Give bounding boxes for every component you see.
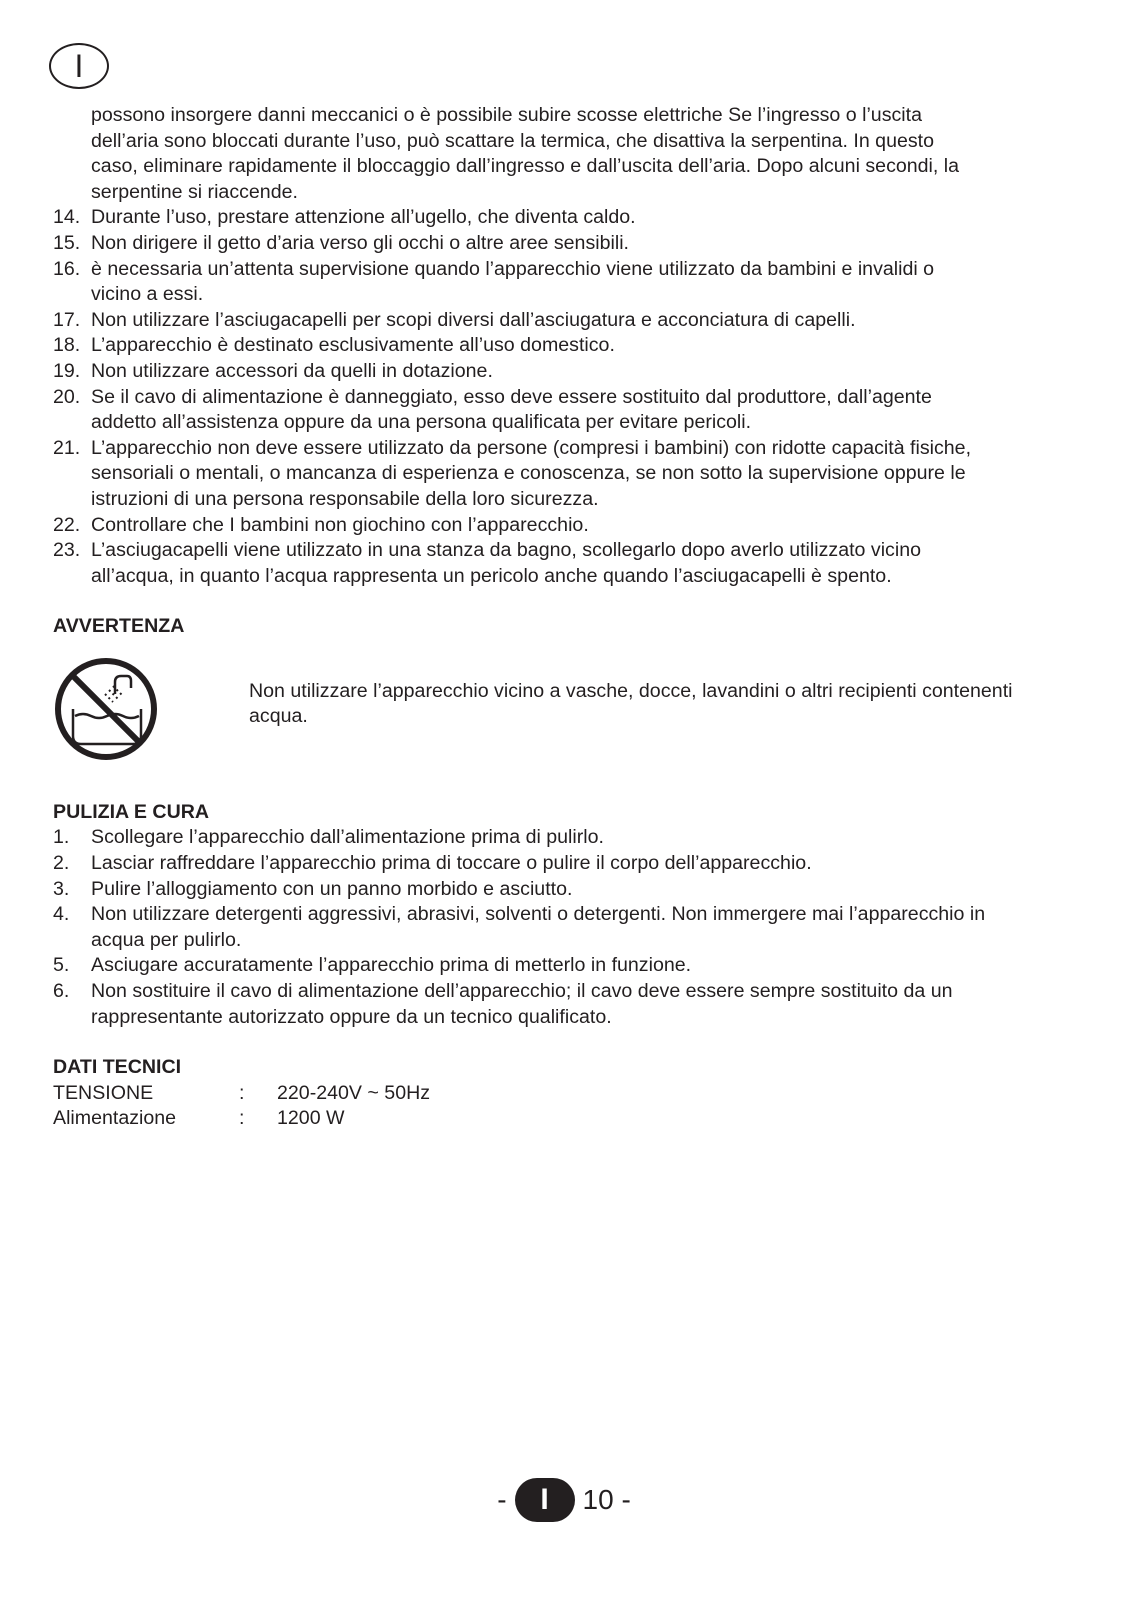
item-text: L’apparecchio non deve essere utilizzato da persone (compresi i bambini) con ridotte capacità fisiche, xyxy=(91,436,972,459)
item-number: 15. xyxy=(53,231,81,254)
manual-content xyxy=(53,103,1083,1132)
page-number: 10 - xyxy=(582,1484,631,1515)
spec-label: Alimentazione xyxy=(53,1107,177,1130)
list-item xyxy=(53,205,1083,231)
warning-text xyxy=(249,679,1083,730)
specs-table xyxy=(53,1081,1083,1132)
item-number: 14. xyxy=(53,206,81,229)
list-item xyxy=(53,333,1083,359)
item-number: 1. xyxy=(53,826,70,849)
item-text: addetto all’assistenza oppure da una persona qualificata per evitare pericoli. xyxy=(91,411,752,434)
list-item xyxy=(53,436,1083,513)
list-item xyxy=(53,257,1083,308)
intro-continuation xyxy=(53,103,1083,205)
list-item xyxy=(53,902,1083,953)
list-item xyxy=(53,359,1083,385)
footer-dash: - xyxy=(497,1484,507,1515)
item-number: 19. xyxy=(53,359,81,382)
item-number: 4. xyxy=(53,903,70,926)
item-number: 16. xyxy=(53,257,81,280)
cleaning-heading: PULIZIA E CURA xyxy=(53,800,210,823)
footer-language-badge: I xyxy=(515,1478,575,1522)
item-text: Non utilizzare accessori da quelli in dotazione. xyxy=(91,359,493,382)
item-text: è necessaria un’attenta supervisione quando l’apparecchio viene utilizzato da bambini e invalidi o xyxy=(91,257,935,280)
item-text: Controllare che I bambini non giochino con l’apparecchio. xyxy=(91,513,589,536)
intro-line: dell’aria sono bloccati durante l’uso, può scattare la termica, che disattiva la serpentina. In questo xyxy=(91,129,935,152)
page-footer xyxy=(0,1478,1128,1522)
item-text: rappresentante autorizzato oppure da un tecnico qualificato. xyxy=(91,1005,612,1028)
intro-line: serpentine si riaccende. xyxy=(91,180,298,203)
item-text: L’asciugacapelli viene utilizzato in una stanza da bagno, scollegarlo dopo averlo utilizzato vicino xyxy=(91,539,921,562)
item-text: Asciugare accuratamente l’apparecchio prima di metterlo in funzione. xyxy=(91,954,692,977)
spec-separator: : xyxy=(239,1081,245,1104)
specs-heading: DATI TECNICI xyxy=(53,1056,182,1079)
item-text: Non dirigere il getto d’aria verso gli occhi o altre aree sensibili. xyxy=(91,231,630,254)
spec-separator: : xyxy=(239,1107,245,1130)
safety-list xyxy=(53,205,1083,589)
item-number: 18. xyxy=(53,334,81,357)
warning-block xyxy=(53,654,1083,764)
item-number: 2. xyxy=(53,852,70,875)
no-water-bath-icon xyxy=(53,654,163,764)
item-text: Non utilizzare l’asciugacapelli per scopi diversi dall’asciugatura e acconciatura di capelli. xyxy=(91,308,856,331)
item-text: Durante l’uso, prestare attenzione all’ugello, che diventa caldo. xyxy=(91,206,636,229)
list-item xyxy=(53,877,1083,903)
item-text: istruzioni di una persona responsabile della loro sicurezza. xyxy=(91,487,599,510)
item-number: 5. xyxy=(53,954,70,977)
list-item xyxy=(53,385,1083,436)
item-text: Lasciar raffreddare l’apparecchio prima di toccare o pulire il corpo dell’apparecchio. xyxy=(91,852,812,875)
item-number: 6. xyxy=(53,980,70,1003)
item-number: 3. xyxy=(53,877,70,900)
list-item xyxy=(53,953,1083,979)
item-text: L’apparecchio è destinato esclusivamente all’uso domestico. xyxy=(91,334,615,357)
language-badge xyxy=(49,43,109,89)
item-text: Scollegare l’apparecchio dall’alimentazione prima di pulirlo. xyxy=(91,826,604,849)
list-item xyxy=(53,308,1083,334)
intro-line: caso, eliminare rapidamente il bloccaggio dall’ingresso e dall’uscita dell’aria. Dopo alcuni secondi, la xyxy=(91,155,960,178)
item-text: all’acqua, in quanto l’acqua rappresenta un pericolo anche quando l’asciugacapelli è spento. xyxy=(91,564,892,587)
spec-value: 1200 W xyxy=(277,1107,345,1130)
item-text: Pulire l’alloggiamento con un panno morbido e asciutto. xyxy=(91,877,573,900)
item-text: vicino a essi. xyxy=(91,283,204,306)
cleaning-list xyxy=(53,825,1083,1030)
item-number: 17. xyxy=(53,308,81,331)
list-item xyxy=(53,979,1083,1030)
item-number: 23. xyxy=(53,539,81,562)
item-text: Non utilizzare detergenti aggressivi, abrasivi, solventi o detergenti. Non immergere mai l’apparecchio in xyxy=(91,903,986,926)
list-item xyxy=(53,825,1083,851)
item-number: 22. xyxy=(53,513,81,536)
spec-label: TENSIONE xyxy=(53,1081,154,1104)
spec-value: 220-240V ~ 50Hz xyxy=(277,1081,431,1104)
item-text: Se il cavo di alimentazione è danneggiato, esso deve essere sostituito dal produttore, dall’agente xyxy=(91,385,932,408)
list-item xyxy=(53,231,1083,257)
intro-line: possono insorgere danni meccanici o è possibile subire scosse elettriche Se l’ingresso o l’uscita xyxy=(91,104,922,126)
list-item xyxy=(53,513,1083,539)
item-text: acqua per pulirlo. xyxy=(91,928,242,951)
warning-heading: AVVERTENZA xyxy=(53,615,185,638)
item-text: Non sostituire il cavo di alimentazione dell’apparecchio; il cavo deve essere sempre sostituito da un xyxy=(91,980,953,1003)
language-badge-label: I xyxy=(74,48,84,84)
item-text: sensoriali o mentali, o mancanza di esperienza e conoscenza, se non sotto la supervisione oppure le xyxy=(91,462,966,485)
warning-line: acqua. xyxy=(249,705,308,728)
item-number: 21. xyxy=(53,436,81,459)
warning-line: Non utilizzare l’apparecchio vicino a vasche, docce, lavandini o altri recipienti contenenti xyxy=(249,679,1013,702)
item-number: 20. xyxy=(53,385,81,408)
list-item xyxy=(53,851,1083,877)
list-item xyxy=(53,538,1083,589)
